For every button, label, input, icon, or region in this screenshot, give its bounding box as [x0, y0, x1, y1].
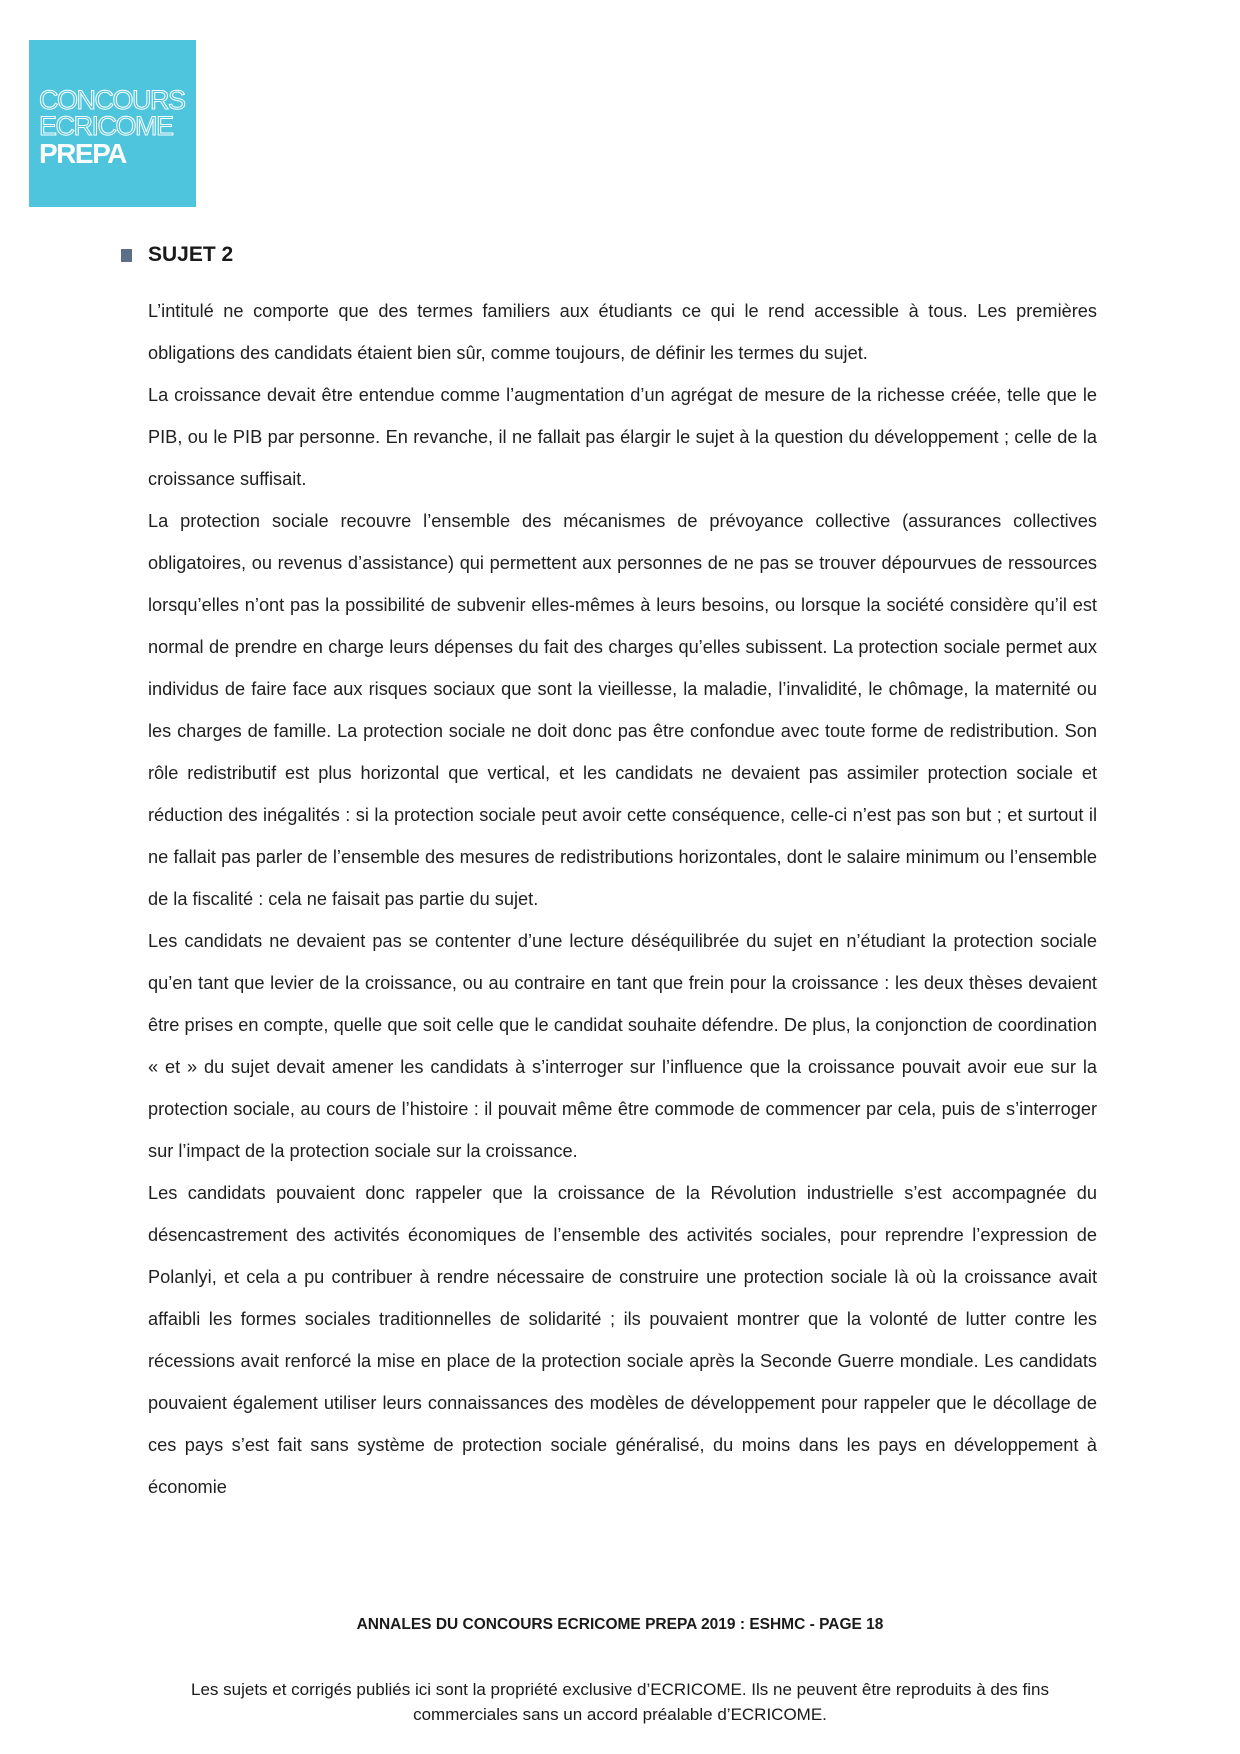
section-title: SUJET 2 [148, 243, 234, 266]
ecricome-logo [29, 40, 196, 207]
page-footer-title: ANNALES DU CONCOURS ECRICOME PREPA 2019 : ESHMC - PAGE 18 [356, 1616, 884, 1633]
document-body [148, 290, 1097, 1508]
logo-line-prepa: PREPA [39, 137, 126, 169]
square-bullet-icon [121, 249, 132, 262]
paragraph-croissance: La croissance devait être entendue comme l’augmentation d’un agrégat de mesure de la richesse créée, telle que le PIB, ou le PIB par personne. En revanche, il ne fallait pas élargir le sujet à la question du développement ; celle de la croissance suffisait. [148, 385, 1097, 489]
copyright-notice: Les sujets et corrigés publiés ici sont la propriété exclusive d’ECRICOME. Ils ne peuvent être reproduits à des fins commerciales sans un accord préalable d’ECRICOME. [191, 1680, 1049, 1724]
logo-line-ecricome: ECRICOME [39, 111, 173, 142]
paragraph-intro: L’intitulé ne comporte que des termes familiers aux étudiants ce qui le rend accessible à tous. Les premières obligations des candidats étaient bien sûr, comme toujours, de définir les termes du sujet. [148, 301, 1097, 363]
section-heading [121, 243, 233, 267]
logo-line-concours: CONCOURS [39, 85, 185, 115]
paragraph-revolution-industrielle: Les candidats pouvaient donc rappeler que la croissance de la Révolution industrielle s’est accompagnée du désencastrement des activités économiques de l’ensemble des activités sociales, pour reprendre l’expression de Polanlyi, et cela a pu contribuer à rendre nécessaire de construire une protection sociale là où la croissance avait affaibli les formes sociales traditionnelles de solidarité ; ils pouvaient montrer que la volonté de lutter contre les récessions avait renforcé la mise en place de la protection sociale après la Seconde Guerre mondiale. Les candidats pouvaient également utiliser leurs connaissances des modèles de développement pour rappeler que le décollage de ces pays s’est fait sans système de protection sociale généralisé, du moins dans les pays en développement à économie [148, 1183, 1097, 1497]
paragraph-protection-sociale: La protection sociale recouvre l’ensemble des mécanismes de prévoyance collective (assurances collectives obligatoires, ou revenus d’assistance) qui permettent aux personnes de ne pas se trouver dépourvues de ressources lorsqu’elles n’ont pas la possibilité de subvenir elles-mêmes à leurs besoins, ou lorsque la société considère qu’il est normal de prendre en charge leurs dépenses du fait des charges qu’elles subissent. La protection sociale permet aux individus de faire face aux risques sociaux que sont la vieillesse, la maladie, l’invalidité, le chômage, la maternité ou les charges de famille. La protection sociale ne doit donc pas être confondue avec toute forme de redistribution. Son rôle redistributif est plus horizontal que vertical, et les candidats ne devaient pas assimiler protection sociale et réduction des inégalités : si la protection sociale peut avoir cette conséquence, celle-ci n’est pas son but ; et surtout il ne fallait pas parler de l’ensemble des mesures de redistributions horizontales, dont le salaire minimum ou l’ensemble de la fiscalité : cela ne faisait pas partie du sujet. [148, 511, 1097, 909]
paragraph-lecture: Les candidats ne devaient pas se contenter d’une lecture déséquilibrée du sujet en n’étudiant la protection sociale qu’en tant que levier de la croissance, ou au contraire en tant que frein pour la croissance : les deux thèses devaient être prises en compte, quelle que soit celle que le candidat souhaite défendre. De plus, la conjonction de coordination « et » du sujet devait amener les candidats à s’interroger sur l’influence que la croissance pouvait avoir eue sur la protection sociale, au cours de l’histoire : il pouvait même être commode de commencer par cela, puis de s’interroger sur l’impact de la protection sociale sur la croissance. [148, 931, 1097, 1161]
